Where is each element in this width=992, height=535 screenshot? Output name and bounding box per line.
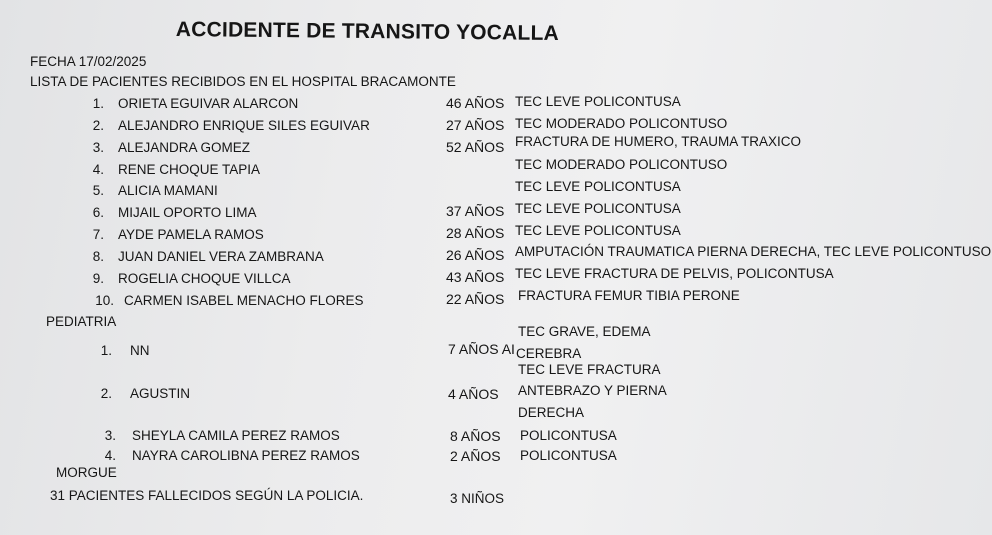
list-subtitle: LISTA DE PACIENTES RECIBIDOS EN EL HOSPITAL BRACAMONTE bbox=[30, 74, 456, 89]
item-number: 5. bbox=[92, 183, 104, 198]
patient-age: 28 AÑOS bbox=[446, 225, 505, 241]
patient-diagnosis: FRACTURA FEMUR TIBIA PERONE bbox=[518, 288, 740, 303]
item-number: 6. bbox=[92, 205, 104, 220]
patient-age: 8 AÑOS bbox=[450, 428, 501, 444]
item-number: 3. bbox=[92, 140, 104, 155]
patient-diagnosis-line: DERECHA bbox=[518, 405, 585, 420]
patient-name: ALEJANDRA GOMEZ bbox=[118, 140, 251, 155]
patient-name: NAYRA CAROLIBNA PEREZ RAMOS bbox=[132, 448, 360, 463]
item-number: 3. bbox=[104, 428, 116, 443]
item-number: 2. bbox=[100, 386, 112, 401]
patient-diagnosis: TEC MODERADO POLICONTUSO bbox=[515, 116, 728, 131]
patient-diagnosis: FRACTURA DE HUMERO, TRAUMA TRAXICO bbox=[515, 134, 802, 149]
patient-age: 27 AÑOS bbox=[446, 117, 505, 133]
patient-diagnosis-line: POLICONTUSA bbox=[520, 428, 617, 443]
patient-age: 26 AÑOS bbox=[446, 247, 505, 263]
item-number: 1. bbox=[100, 343, 112, 358]
patient-name: CARMEN ISABEL MENACHO FLORES bbox=[124, 293, 364, 308]
item-number: 10. bbox=[95, 293, 114, 308]
morgue-heading: MORGUE bbox=[56, 465, 117, 480]
patient-diagnosis: TEC LEVE POLICONTUSA bbox=[515, 94, 681, 109]
patient-age: 22 AÑOS bbox=[446, 291, 505, 307]
patient-age: 2 AÑOS bbox=[450, 448, 501, 464]
patient-diagnosis-line: TEC LEVE FRACTURA bbox=[518, 362, 661, 377]
patient-age: 4 AÑOS bbox=[448, 386, 499, 402]
fecha: FECHA 17/02/2025 bbox=[30, 54, 147, 69]
patient-age: 7 AÑOS AI bbox=[448, 341, 515, 357]
patient-diagnosis: TEC LEVE POLICONTUSA bbox=[515, 223, 681, 238]
patient-name: ALEJANDRO ENRIQUE SILES EGUIVAR bbox=[118, 118, 370, 133]
item-number: 4. bbox=[104, 448, 116, 463]
patient-diagnosis-line: POLICONTUSA bbox=[520, 448, 617, 463]
patient-diagnosis-line: CEREBRA bbox=[516, 346, 582, 361]
morgue-text: 31 PACIENTES FALLECIDOS SEGÚN LA POLICIA. bbox=[50, 488, 364, 503]
item-number: 4. bbox=[92, 162, 104, 177]
item-number: 8. bbox=[92, 249, 104, 264]
patient-diagnosis-line: ANTEBRAZO Y PIERNA bbox=[518, 383, 667, 398]
patient-name: ORIETA EGUIVAR ALARCON bbox=[118, 96, 299, 111]
patient-name: ROGELIA CHOQUE VILLCA bbox=[118, 271, 291, 286]
item-number: 9. bbox=[92, 271, 104, 286]
patient-name: AYDE PAMELA RAMOS bbox=[118, 227, 264, 242]
patient-name: AGUSTIN bbox=[130, 386, 191, 401]
patient-name: MIJAIL OPORTO LIMA bbox=[118, 205, 257, 220]
patient-diagnosis: TEC LEVE FRACTURA DE PELVIS, POLICONTUSA bbox=[515, 266, 834, 281]
item-number: 2. bbox=[92, 118, 104, 133]
patient-age: 52 AÑOS bbox=[446, 139, 505, 155]
patient-name: JUAN DANIEL VERA ZAMBRANA bbox=[118, 249, 324, 264]
item-number: 7. bbox=[92, 227, 104, 242]
patient-diagnosis: TEC LEVE POLICONTUSA bbox=[515, 201, 681, 216]
patient-age: 37 AÑOS bbox=[446, 203, 505, 219]
document-title: ACCIDENTE DE TRANSITO YOCALLA bbox=[175, 18, 560, 46]
patient-name: ALICIA MAMANI bbox=[118, 183, 218, 198]
patient-diagnosis: TEC LEVE POLICONTUSA bbox=[515, 179, 681, 194]
patient-diagnosis: TEC MODERADO POLICONTUSO bbox=[515, 157, 728, 172]
patient-age: 43 AÑOS bbox=[446, 269, 505, 285]
patient-name: RENE CHOQUE TAPIA bbox=[118, 162, 261, 177]
item-number: 1. bbox=[92, 96, 104, 111]
patient-diagnosis-line: TEC GRAVE, EDEMA bbox=[518, 324, 651, 339]
morgue-children: 3 NIÑOS bbox=[450, 491, 505, 506]
patient-name: SHEYLA CAMILA PEREZ RAMOS bbox=[132, 428, 340, 443]
patient-diagnosis: AMPUTACIÓN TRAUMATICA PIERNA DERECHA, TEC LEVE POLICONTUSO bbox=[515, 244, 992, 259]
pediatria-heading: PEDIATRIA bbox=[46, 314, 117, 329]
patient-name: NN bbox=[130, 343, 150, 358]
patient-age: 46 AÑOS bbox=[446, 95, 505, 111]
